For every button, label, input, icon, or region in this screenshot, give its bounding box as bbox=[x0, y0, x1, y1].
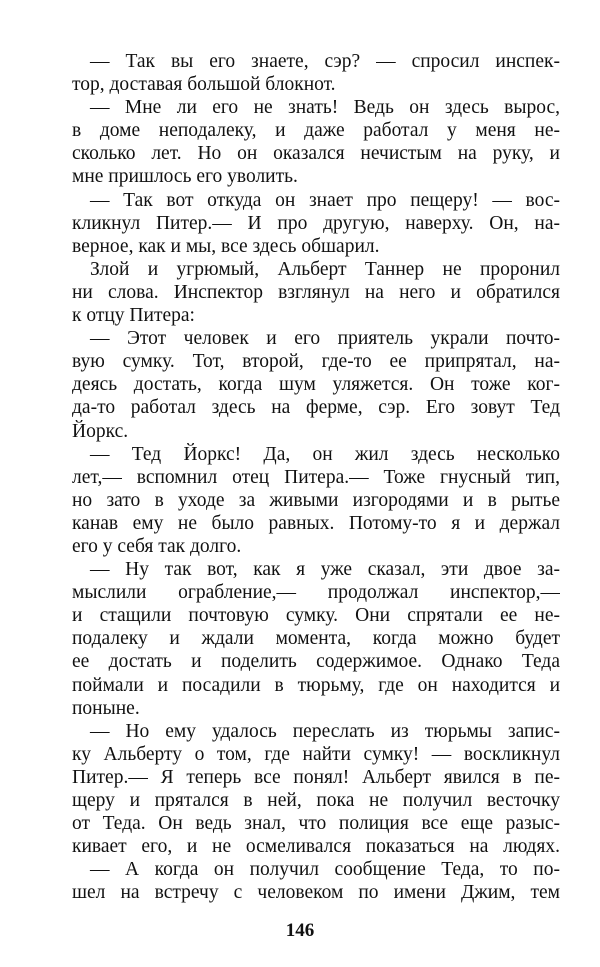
text-line: деясь достать, когда шум уляжется. Он тоже ког- bbox=[72, 374, 560, 396]
text-line: Злой и угрюмый, Альберт Таннер не проронил bbox=[90, 258, 560, 280]
text-line: шел на встречу с человеком по имени Джим, тем bbox=[72, 882, 560, 904]
text-line: мыслили ограбление,— продолжал инспектор,— bbox=[72, 582, 560, 604]
text-line: ку Альберту о том, где найти сумку! — воскликнул bbox=[72, 743, 560, 765]
text-line: и стащили почтовую сумку. Они спрятали ее не- bbox=[72, 605, 560, 627]
text-line: верное, как и мы, все здесь обшарил. bbox=[72, 235, 380, 257]
text-line: кликнул Питер.— И про другую, наверху. Он, на- bbox=[72, 212, 560, 234]
text-line: сколько лет. Но он оказался нечистым на руку, и bbox=[72, 143, 560, 165]
text-line: — Но ему удалось переслать из тюрьмы запис- bbox=[90, 720, 560, 742]
text-line: — Так вот откуда он знает про пещеру! — вос- bbox=[90, 189, 560, 211]
body-text bbox=[72, 50, 560, 904]
text-line: кивает его, и не осмеливался показаться на людях. bbox=[72, 836, 560, 858]
text-line: Йоркс. bbox=[72, 420, 129, 442]
text-line: от Теда. Он ведь знал, что полиция все еще разыс- bbox=[72, 813, 560, 835]
text-line: мне пришлось его уволить. bbox=[72, 166, 298, 188]
text-line: поймали и посадили в тюрьму, где он находится и bbox=[72, 674, 560, 696]
text-line: — А когда он получил сообщение Теда, то по- bbox=[90, 859, 560, 881]
text-line: канав ему не было равных. Потому-то я и держал bbox=[72, 512, 560, 534]
text-line: но зато в уходе за живыми изгородями и в рытье bbox=[72, 489, 560, 511]
text-line: — Тед Йоркс! Да, он жил здесь несколько bbox=[90, 443, 560, 465]
text-line: Питер.— Я теперь все понял! Альберт явился в пе- bbox=[72, 766, 560, 788]
text-line: к отцу Питера: bbox=[72, 305, 195, 327]
text-line: да-то работал здесь на ферме, сэр. Его зовут Тед bbox=[72, 397, 560, 419]
text-line: тор, доставая большой блокнот. bbox=[72, 74, 336, 96]
text-line: — Ну так вот, как я уже сказал, эти двое за- bbox=[90, 559, 560, 581]
text-line: поныне. bbox=[72, 697, 140, 719]
text-line: ни слова. Инспектор взглянул на него и обратился bbox=[72, 281, 560, 303]
text-line: ее достать и поделить содержимое. Однако Теда bbox=[72, 651, 560, 673]
page-number: 146 bbox=[285, 920, 315, 941]
text-line: — Мне ли его не знать! Ведь он здесь вырос, bbox=[90, 97, 560, 119]
text-line: лет,— вспомнил отец Питера.— Тоже гнусный тип, bbox=[72, 466, 560, 488]
text-line: щеру и прятался в ней, пока не получил весточку bbox=[72, 790, 560, 811]
text-line: в доме неподалеку, и даже работал у меня не- bbox=[72, 120, 560, 142]
text-line: его у себя так долго. bbox=[72, 535, 242, 557]
text-line: подалеку и ждали момента, когда можно будет bbox=[72, 628, 560, 650]
text-line: вую сумку. Тот, второй, где-то ее припрятал, на- bbox=[72, 351, 560, 373]
text-line: — Этот человек и его приятель украли почто- bbox=[90, 328, 560, 350]
text-line: — Так вы его знаете, сэр? — спросил инспек- bbox=[90, 51, 560, 72]
